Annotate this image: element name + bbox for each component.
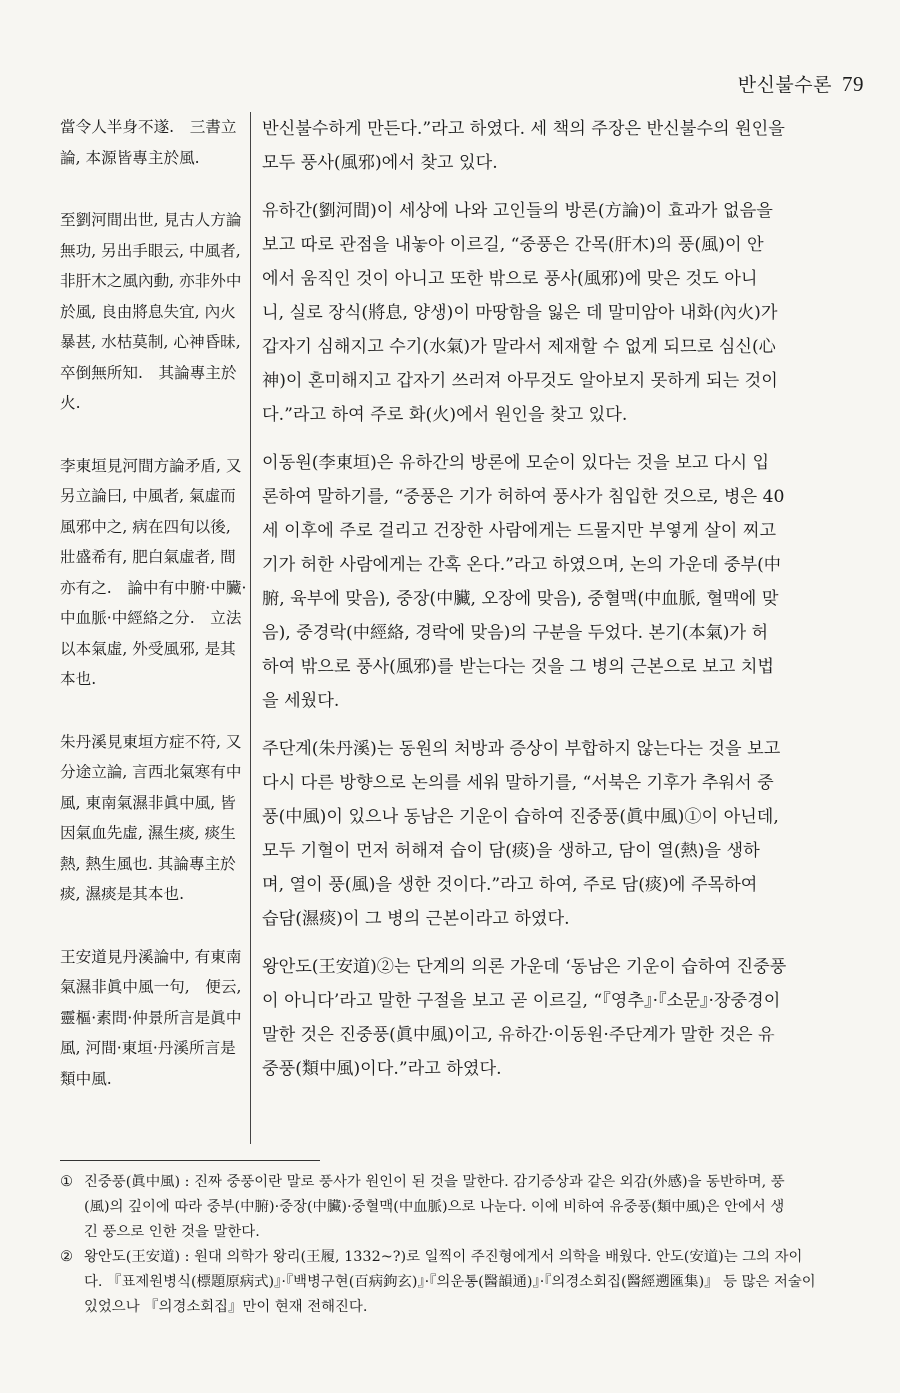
text-line: 另立論曰, 中風者, 氣虛而 (60, 487, 236, 505)
text-line: 며, 열이 풍(風)을 생한 것이다.”라고 하여, 주로 담(痰)에 주목하여 (262, 875, 758, 895)
text-line: 니, 실로 장식(將息, 양생)이 마땅함을 잃은 데 말미암아 내화(內火)가 (262, 303, 778, 323)
text-line: 기가 허한 사람에게는 간혹 온다.”라고 하였으며, 논의 가운데 중부(中 (262, 555, 781, 575)
footnote-line: (風)의 깊이에 따라 중부(中腑)·중장(中臟)·중혈맥(中血脈)으로 나눈다. 이에 비하여 유중풍(類中風)은 안에서 생 (84, 1199, 785, 1215)
korean-paragraph (262, 446, 870, 718)
text-line: 이동원(李東垣)은 유하간의 방론에 모순이 있다는 것을 보고 다시 입 (262, 453, 770, 473)
text-line: 熱, 熱生風也. 其論專主於 (60, 854, 236, 873)
footnote-marker: ① (60, 1174, 73, 1190)
text-line: 神)이 혼미해지고 갑자기 쓰러져 아무것도 알아보지 못하게 되는 것이 (262, 371, 778, 391)
text-line: 모두 풍사(風邪)에서 찾고 있다. (262, 153, 498, 173)
text-line: 습담(濕痰)이 그 병의 근본이라고 하였다. (262, 909, 570, 929)
hanja-paragraph (60, 727, 242, 910)
footnote-line: 진중풍(眞中風) : 진짜 중풍이란 말로 풍사가 원인이 된 것을 말한다. 감기증상과 같은 외감(外感)을 동반하며, 풍 (84, 1174, 785, 1190)
korean-paragraph (262, 950, 870, 1086)
text-line: 中血脈·中經絡之分. 立法 (60, 609, 242, 627)
footnote-marker: ② (60, 1249, 73, 1265)
text-line: 반신불수하게 만든다.”라고 하였다. 세 책의 주장은 반신불수의 원인을 (262, 119, 785, 139)
text-line: 李東垣見河間方論矛盾, 又 (60, 456, 242, 475)
footnote-line: 긴 풍으로 인한 것을 말한다. (84, 1224, 260, 1240)
text-line: 보고 따로 관점을 내놓아 이르길, “중풍은 간목(肝木)의 풍(風)이 안 (262, 235, 764, 255)
text-line: 론하여 말하기를, “중풍은 기가 허하여 풍사가 침입한 것으로, 병은 40 (262, 487, 785, 507)
text-line: 왕안도(王安道)②는 단계의 의론 가운데 ‘동남은 기운이 습하여 진중풍 (262, 957, 787, 977)
text-line: 痰, 濕痰是其本也. (60, 885, 185, 903)
header-title: 반신불수론 (737, 74, 832, 96)
text-line: 朱丹溪見東垣方症不符, 又 (60, 732, 242, 751)
text-line: 因氣血先虛, 濕生痰, 痰生 (60, 824, 236, 842)
text-line: 類中風. (60, 1069, 112, 1088)
text-line: 을 세웠다. (262, 691, 340, 711)
text-line: 壯盛希有, 肥白氣虛者, 間 (60, 548, 236, 566)
text-line: 當令人半身不遂. 三書立 (60, 118, 237, 136)
text-line: 於風, 良由將息失宜, 內火 (60, 302, 236, 321)
footnote-line: 왕안도(王安道) : 원대 의학가 왕리(王履, 1332~?)로 일찍이 주진형에게서 의학을 배웠다. 안도(安道)는 그의 자이 (84, 1249, 803, 1265)
text-line: 주단계(朱丹溪)는 동원의 처방과 증상이 부합하지 않는다는 것을 보고 (262, 739, 781, 759)
text-line: 卒倒無所知. 其論專主於 (60, 363, 237, 382)
running-header (738, 70, 864, 97)
text-line: 다.”라고 하여 주로 화(火)에서 원인을 찾고 있다. (262, 405, 628, 425)
text-line: 음), 중경락(中經絡, 경락에 맞음)의 구분을 두었다. 본기(本氣)가 허 (262, 623, 769, 643)
text-line: 靈樞·素問·仲景所言是眞中 (60, 1008, 242, 1027)
text-line: 갑자기 심해지고 수기(水氣)가 말라서 제재할 수 없게 되므로 심신(心 (262, 337, 776, 357)
text-line: 分途立論, 言西北氣寒有中 (60, 763, 242, 781)
text-line: 중풍(類中風)이다.”라고 하였다. (262, 1059, 502, 1079)
footnote (60, 1245, 870, 1320)
column-divider (250, 112, 251, 1144)
footnote (60, 1170, 870, 1245)
korean-paragraph (262, 194, 870, 432)
text-line: 風, 河間·東垣·丹溪所言是 (60, 1039, 236, 1057)
text-line: 以本氣虛, 外受風邪, 是其 (60, 639, 236, 658)
text-line: 이 아니다’라고 말한 구절을 보고 곧 이르길, “『영추』·『소문』·장중경이 (262, 991, 781, 1011)
footnotes (60, 1170, 870, 1320)
hanja-paragraph (60, 451, 247, 695)
text-line: 至劉河間出世, 見古人方論 (60, 211, 242, 229)
text-line: 氣濕非眞中風一句, 便云, (60, 978, 242, 996)
text-line: 本也. (60, 670, 97, 688)
page-number: 79 (842, 72, 864, 96)
text-line: 에서 움직인 것이 아니고 또한 밖으로 풍사(風邪)에 맞은 것도 아니 (262, 269, 758, 289)
korean-paragraph (262, 112, 870, 180)
text-line: 風, 東南氣濕非眞中風, 皆 (60, 793, 236, 812)
hanja-paragraph (60, 205, 242, 419)
text-line: 모두 기혈이 먼저 허해져 습이 담(痰)을 생하고, 담이 열(熱)을 생하 (262, 841, 760, 861)
text-line: 非肝木之風內動, 亦非外中 (60, 272, 242, 290)
hanja-paragraph (60, 942, 242, 1095)
classical-chinese-column (60, 112, 247, 1126)
text-line: 王安道見丹溪論中, 有東南 (60, 947, 242, 966)
text-line: 無功, 另出手眼云, 中風者, (60, 241, 241, 260)
hanja-paragraph (60, 112, 237, 173)
text-line: 유하간(劉河間)이 세상에 나와 고인들의 방론(方論)이 효과가 없음을 (262, 201, 773, 221)
text-line: 亦有之. 論中有中腑·中臟· (60, 578, 247, 597)
korean-translation-column (262, 112, 870, 1100)
text-line: 暴甚, 水枯莫制, 心神昏昧, (60, 333, 241, 351)
text-line: 論, 本源皆專主於風. (60, 148, 200, 167)
text-line: 腑, 육부에 맞음), 중장(中臟, 오장에 맞음), 중혈맥(中血脈, 혈맥에 맞 (262, 589, 779, 609)
footnote-line: 있었으나 『의경소회집』만이 현재 전해진다. (84, 1299, 368, 1315)
footnote-rule (60, 1160, 320, 1161)
text-line: 풍(中風)이 있으나 동남은 기운이 습하여 진중풍(眞中風)①이 아닌데, (262, 807, 779, 827)
text-line: 하여 밖으로 풍사(風邪)를 받는다는 것을 그 병의 근본으로 보고 치법 (262, 657, 775, 677)
text-line: 火. (60, 394, 81, 412)
text-line: 말한 것은 진중풍(眞中風)이고, 유하간·이동원·주단계가 말한 것은 유 (262, 1025, 775, 1045)
korean-paragraph (262, 732, 870, 936)
footnote-line: 다. 『표제원병식(標題原病式)』·『백병구현(百病鉤玄)』·『의운통(醫韻通)』·『의경소회집(醫經遡匯集)』 등 많은 저술이 (84, 1274, 816, 1290)
text-line: 風邪中之, 病在四旬以後, (60, 517, 231, 536)
text-line: 다시 다른 방향으로 논의를 세워 말하기를, “서북은 기후가 추워서 중 (262, 773, 774, 793)
text-line: 세 이후에 주로 걸리고 건장한 사람에게는 드물지만 부옇게 살이 찌고 (262, 521, 777, 541)
